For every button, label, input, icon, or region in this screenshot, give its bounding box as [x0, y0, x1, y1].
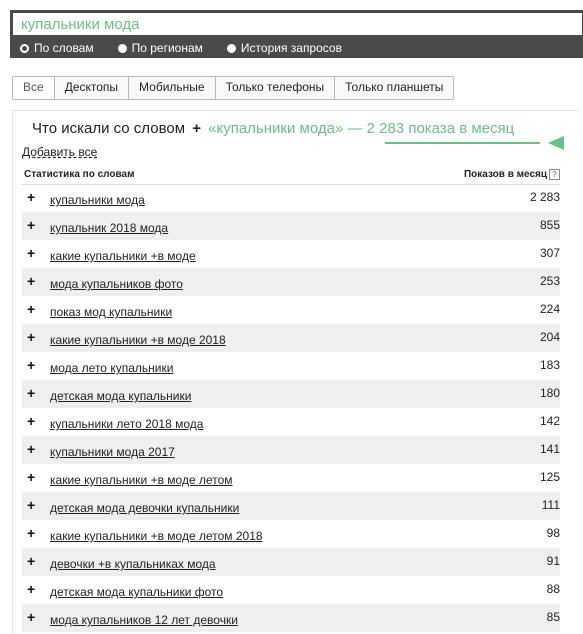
plus-icon[interactable]: + — [27, 273, 36, 289]
impressions-count: 85 — [546, 610, 560, 624]
keyword-link[interactable]: купальник 2018 мода — [50, 221, 169, 235]
plus-icon[interactable]: + — [27, 609, 36, 625]
column-header-phrases: Статистика по словам — [24, 169, 135, 180]
tab-phones-only[interactable]: Только телефоны — [216, 77, 336, 99]
results-heading-prefix: Что искали со словом — [32, 120, 186, 137]
search-mode-by-regions[interactable] — [118, 41, 203, 55]
plus-icon[interactable]: + — [27, 525, 36, 541]
keyword-link[interactable]: детская мода купальники — [50, 389, 192, 403]
results-table — [22, 184, 560, 632]
plus-icon[interactable]: + — [27, 357, 36, 373]
table-header — [22, 168, 560, 185]
table-row — [22, 268, 560, 296]
radio-selected-icon — [20, 44, 29, 53]
results-heading — [32, 120, 514, 137]
tab-all[interactable]: Все — [13, 77, 55, 99]
table-row — [22, 408, 560, 436]
table-row — [22, 380, 560, 408]
column-header-impressions — [464, 169, 560, 180]
plus-icon: + — [192, 120, 201, 137]
impressions-count: 91 — [546, 554, 560, 568]
plus-icon[interactable]: + — [27, 553, 36, 569]
search-mode-label: История запросов — [240, 41, 342, 55]
column-header-impressions-label: Показов в месяц — [463, 169, 547, 180]
table-row — [22, 436, 560, 464]
table-row — [22, 212, 560, 240]
table-row — [22, 464, 560, 492]
impressions-count: 224 — [539, 302, 560, 316]
question-square-icon[interactable]: ? — [549, 169, 560, 180]
keyword-link[interactable]: детская мода купальники фото — [50, 585, 224, 599]
search-input[interactable] — [12, 12, 583, 36]
table-row — [22, 520, 560, 548]
search-mode-history[interactable] — [227, 41, 342, 55]
impressions-count: 307 — [539, 246, 560, 260]
heading-underline — [385, 142, 540, 144]
keyword-link[interactable]: детская мода девочки купальники — [50, 501, 240, 515]
keyword-link[interactable]: какие купальники +в моде летом 2018 — [50, 529, 263, 543]
impressions-count: 98 — [546, 526, 560, 540]
impressions-count: 2 283 — [529, 190, 560, 204]
keyword-link[interactable]: какие купальники +в моде летом — [50, 473, 233, 487]
plus-icon[interactable]: + — [27, 469, 36, 485]
table-row — [22, 604, 560, 632]
impressions-count: 141 — [539, 442, 560, 456]
impressions-count: 183 — [539, 358, 560, 372]
plus-icon[interactable]: + — [27, 581, 36, 597]
keyword-link[interactable]: девочки +в купальниках мода — [50, 557, 216, 571]
radio-icon — [118, 44, 127, 53]
plus-icon[interactable]: + — [27, 385, 36, 401]
impressions-count: 204 — [539, 330, 560, 344]
impressions-count: 253 — [539, 274, 560, 288]
search-mode-group — [20, 40, 366, 56]
plus-icon[interactable]: + — [27, 189, 36, 205]
keyword-link[interactable]: какие купальники +в моде 2018 — [50, 333, 226, 347]
impressions-count: 142 — [539, 414, 560, 428]
radio-icon — [227, 44, 236, 53]
plus-icon[interactable]: + — [27, 413, 36, 429]
impressions-count: 111 — [541, 498, 560, 512]
tab-mobile[interactable]: Мобильные — [129, 77, 216, 99]
keyword-link[interactable]: купальники мода 2017 — [50, 445, 175, 459]
search-mode-label: По словам — [34, 41, 94, 55]
plus-icon[interactable]: + — [27, 245, 36, 261]
impressions-count: 88 — [546, 582, 560, 596]
table-row — [22, 240, 560, 268]
add-all-link[interactable]: Добавить все — [22, 145, 98, 159]
keyword-link[interactable]: мода купальников 12 лет девочки — [50, 613, 238, 627]
table-row — [22, 296, 560, 324]
keyword-link[interactable]: показ мод купальники — [50, 305, 173, 319]
plus-icon[interactable]: + — [27, 441, 36, 457]
keyword-link[interactable]: купальники лето 2018 мода — [50, 417, 204, 431]
table-row — [22, 548, 560, 576]
green-flag-icon — [548, 136, 564, 150]
plus-icon[interactable]: + — [27, 217, 36, 233]
table-row — [22, 184, 560, 212]
tab-tablets-only[interactable]: Только планшеты — [345, 80, 444, 94]
table-row — [22, 576, 560, 604]
impressions-count: 855 — [539, 218, 560, 232]
table-row — [22, 492, 560, 520]
plus-icon[interactable]: + — [27, 329, 36, 345]
tab-desktops[interactable]: Десктопы — [55, 77, 129, 99]
search-mode-label: По регионам — [131, 41, 203, 55]
impressions-count: 180 — [539, 386, 560, 400]
plus-icon[interactable]: + — [27, 497, 36, 513]
keyword-link[interactable]: купальники мода — [50, 193, 145, 207]
search-mode-by-words[interactable] — [20, 41, 94, 55]
impressions-count: 125 — [539, 470, 560, 484]
device-tabs — [12, 76, 454, 100]
keyword-link[interactable]: мода купальников фото — [50, 277, 183, 291]
plus-icon[interactable]: + — [27, 301, 36, 317]
keyword-link[interactable]: мода лето купальники — [50, 361, 174, 375]
table-row — [22, 352, 560, 380]
results-query-summary: «купальники мода» — 2 283 показа в месяц — [208, 120, 515, 137]
table-row — [22, 324, 560, 352]
keyword-link[interactable]: какие купальники +в моде — [50, 249, 196, 263]
